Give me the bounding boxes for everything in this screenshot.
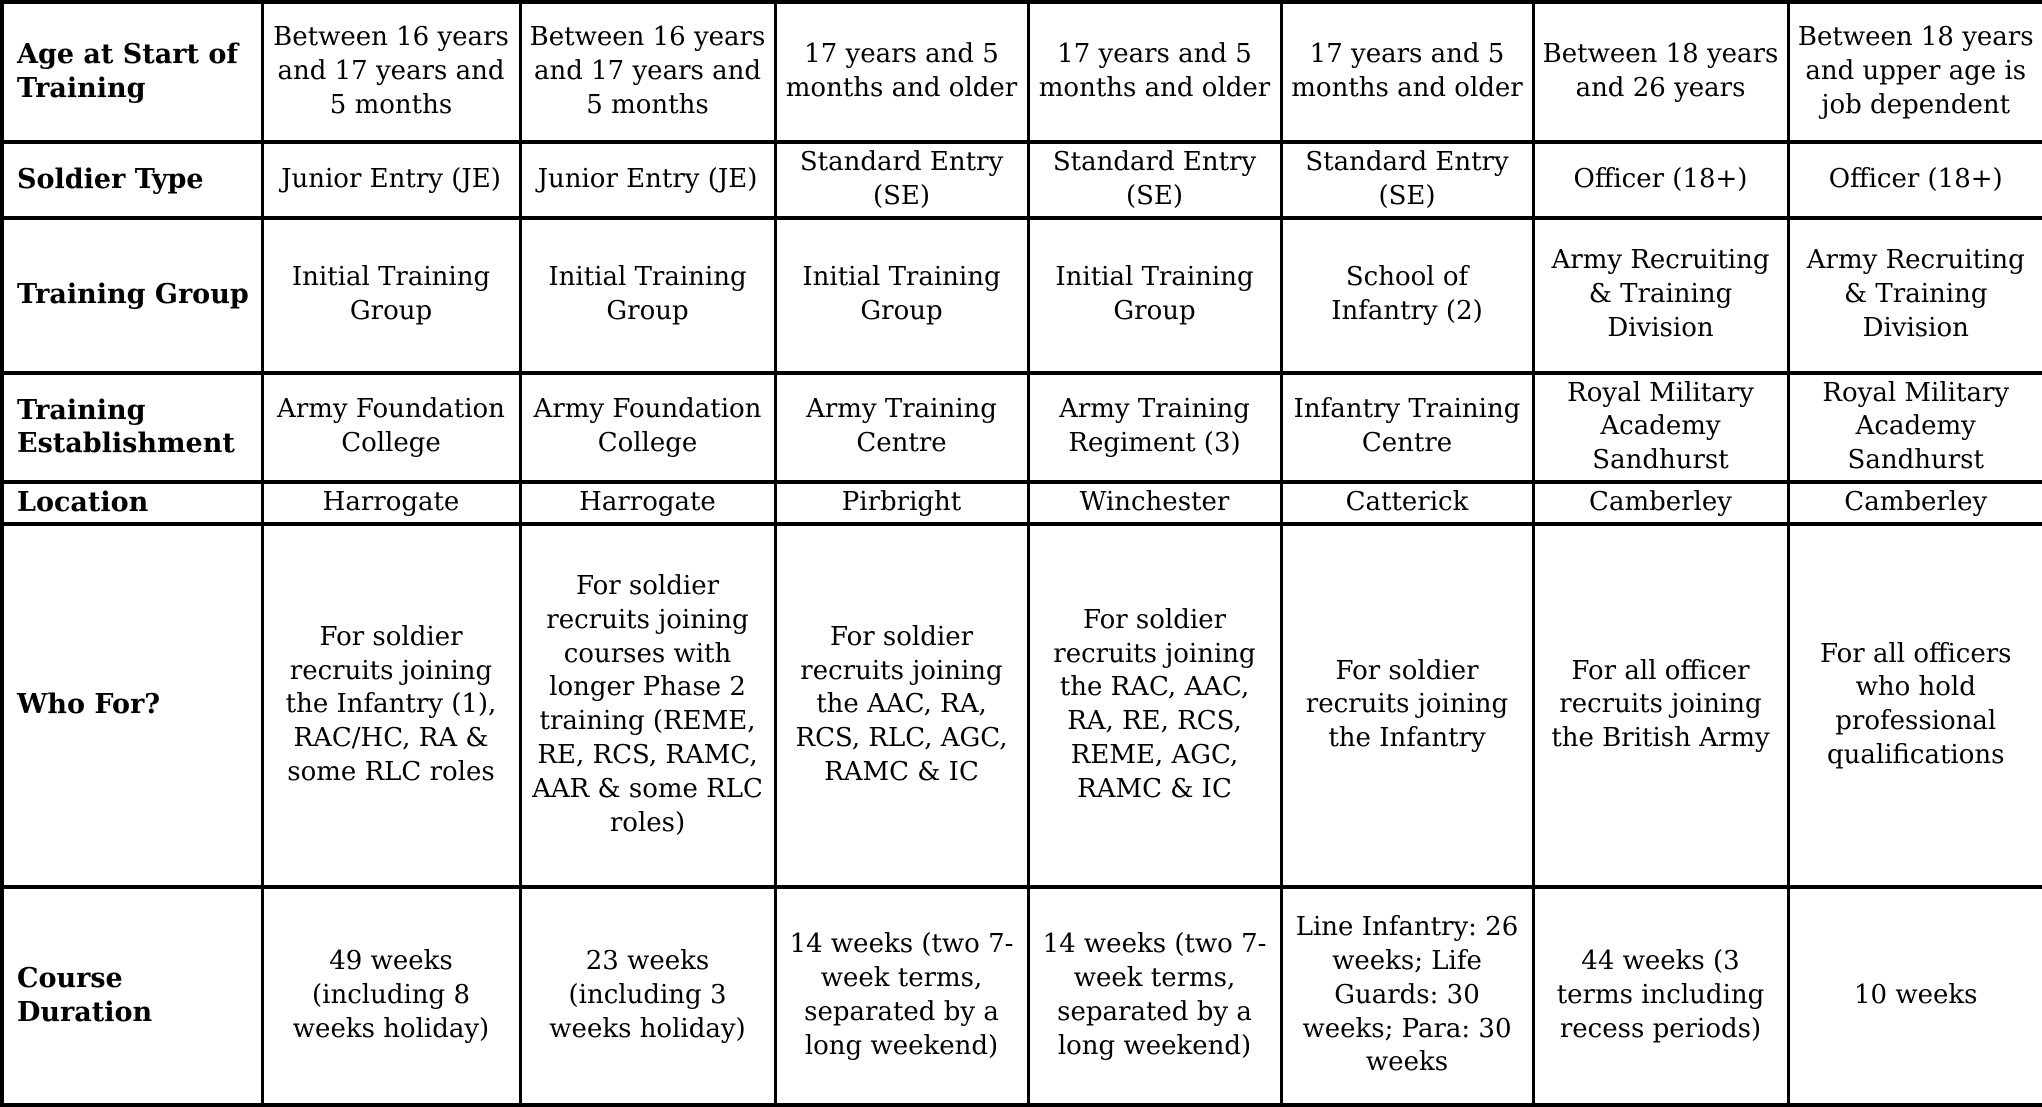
cell-age-col3: 17 years and 5 months and older xyxy=(775,2,1028,142)
table-row-training-group xyxy=(2,218,2042,373)
table-row-location xyxy=(2,482,2042,524)
cell-who-col4: For soldier recruits joining the RAC, AAC, RA, RE, RCS, REME, AGC, RAMC & IC xyxy=(1028,524,1281,887)
cell-loc-col4: Winchester xyxy=(1028,482,1281,524)
row-header-course-duration: Course Duration xyxy=(2,887,262,1105)
cell-type-col4: Standard Entry (SE) xyxy=(1028,142,1281,218)
table-row-training-establishment xyxy=(2,373,2042,482)
cell-who-col2: For soldier recruits joining courses with longer Phase 2 training (REME, RE, RCS, RAMC, AAR & some RLC roles) xyxy=(520,524,775,887)
cell-duration-col5: Line Infantry: 26 weeks; Life Guards: 30 weeks; Para: 30 weeks xyxy=(1281,887,1533,1105)
cell-who-col5: For soldier recruits joining the Infantry xyxy=(1281,524,1533,887)
cell-type-col3: Standard Entry (SE) xyxy=(775,142,1028,218)
cell-who-col6: For all officer recruits joining the British Army xyxy=(1533,524,1788,887)
row-header-location: Location xyxy=(2,482,262,524)
cell-loc-col1: Harrogate xyxy=(262,482,520,524)
cell-who-col7: For all officers who hold professional qualifications xyxy=(1788,524,2042,887)
cell-group-col1: Initial Training Group xyxy=(262,218,520,373)
cell-who-col1: For soldier recruits joining the Infantry (1), RAC/HC, RA & some RLC roles xyxy=(262,524,520,887)
cell-type-col6: Officer (18+) xyxy=(1533,142,1788,218)
table-row-who-for xyxy=(2,524,2042,887)
cell-age-col5: 17 years and 5 months and older xyxy=(1281,2,1533,142)
table-row-course-duration xyxy=(2,887,2042,1105)
cell-loc-col6: Camberley xyxy=(1533,482,1788,524)
cell-estab-col3: Army Training Centre xyxy=(775,373,1028,482)
cell-loc-col5: Catterick xyxy=(1281,482,1533,524)
row-header-age-at-start: Age at Start of Training xyxy=(2,2,262,142)
cell-estab-col5: Infantry Training Centre xyxy=(1281,373,1533,482)
cell-duration-col2: 23 weeks (including 3 weeks holiday) xyxy=(520,887,775,1105)
cell-age-col1: Between 16 years and 17 years and 5 months xyxy=(262,2,520,142)
cell-estab-col6: Royal Military Academy Sandhurst xyxy=(1533,373,1788,482)
cell-group-col2: Initial Training Group xyxy=(520,218,775,373)
cell-group-col7: Army Recruiting & Training Division xyxy=(1788,218,2042,373)
cell-duration-col4: 14 weeks (two 7-week terms, separated by a long weekend) xyxy=(1028,887,1281,1105)
cell-duration-col6: 44 weeks (3 terms including recess periods) xyxy=(1533,887,1788,1105)
cell-age-col4: 17 years and 5 months and older xyxy=(1028,2,1281,142)
cell-loc-col2: Harrogate xyxy=(520,482,775,524)
cell-group-col3: Initial Training Group xyxy=(775,218,1028,373)
cell-age-col2: Between 16 years and 17 years and 5 months xyxy=(520,2,775,142)
cell-group-col4: Initial Training Group xyxy=(1028,218,1281,373)
table-row-soldier-type xyxy=(2,142,2042,218)
cell-estab-col2: Army Foundation College xyxy=(520,373,775,482)
cell-estab-col4: Army Training Regiment (3) xyxy=(1028,373,1281,482)
row-header-training-establishment: Training Establishment xyxy=(2,373,262,482)
cell-duration-col7: 10 weeks xyxy=(1788,887,2042,1105)
cell-group-col5: School of Infantry (2) xyxy=(1281,218,1533,373)
cell-age-col6: Between 18 years and 26 years xyxy=(1533,2,1788,142)
cell-type-col5: Standard Entry (SE) xyxy=(1281,142,1533,218)
cell-age-col7: Between 18 years and upper age is job dependent xyxy=(1788,2,2042,142)
cell-estab-col7: Royal Military Academy Sandhurst xyxy=(1788,373,2042,482)
cell-loc-col7: Camberley xyxy=(1788,482,2042,524)
row-header-who-for: Who For? xyxy=(2,524,262,887)
cell-type-col2: Junior Entry (JE) xyxy=(520,142,775,218)
table-row-age xyxy=(2,2,2042,142)
cell-type-col7: Officer (18+) xyxy=(1788,142,2042,218)
cell-loc-col3: Pirbright xyxy=(775,482,1028,524)
cell-type-col1: Junior Entry (JE) xyxy=(262,142,520,218)
row-header-soldier-type: Soldier Type xyxy=(2,142,262,218)
cell-duration-col1: 49 weeks (including 8 weeks holiday) xyxy=(262,887,520,1105)
cell-group-col6: Army Recruiting & Training Division xyxy=(1533,218,1788,373)
cell-duration-col3: 14 weeks (two 7-week terms, separated by a long weekend) xyxy=(775,887,1028,1105)
cell-who-col3: For soldier recruits joining the AAC, RA, RCS, RLC, AGC, RAMC & IC xyxy=(775,524,1028,887)
row-header-training-group: Training Group xyxy=(2,218,262,373)
cell-estab-col1: Army Foundation College xyxy=(262,373,520,482)
